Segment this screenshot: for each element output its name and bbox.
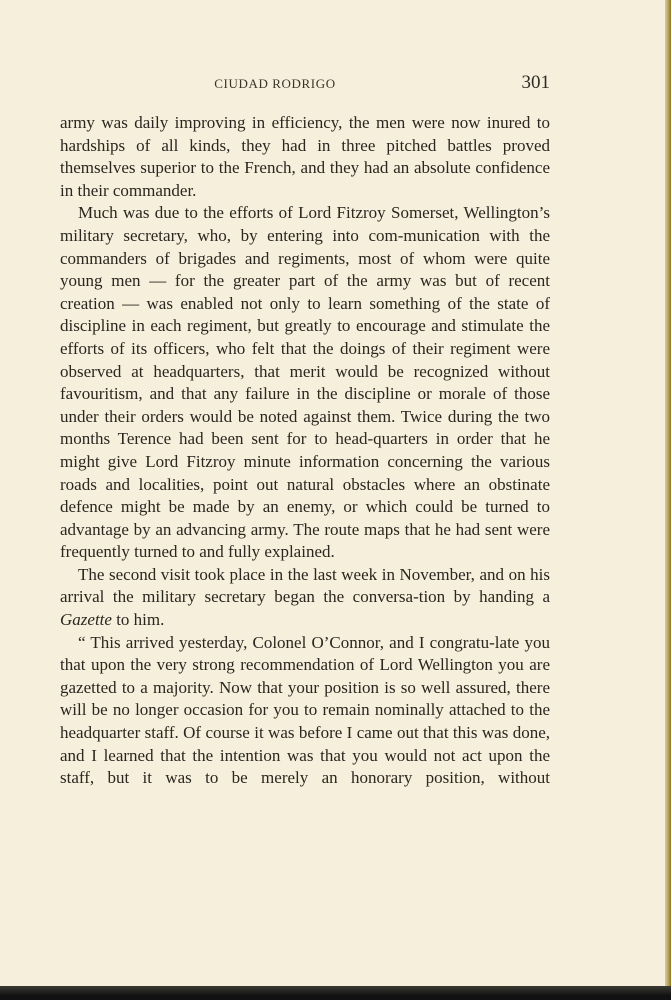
running-head: CIUDAD RODRIGO: [214, 76, 336, 91]
paragraph-4: “ This arrived yesterday, Colonel O’Connor, and I congratu-late you that upon the very strong recommendation of Lord Wellington you are gazetted to a majority. Now that your position is so well assured, there will be no longer occasion for you to remain nominally attached to the headquarter staff. Of course it was before I came out that this was done, and I learned that the intention was that you would not act upon the staff, but it was to be merely an honorary position, without: [60, 632, 550, 788]
paragraph-3-text: The second visit took place in the last week in November, and on his arrival the military secretary began the conversa-tion by handing a: [60, 564, 550, 607]
paragraph-1: army was daily improving in efficiency, the men were now inured to hardships of all kinds, they had in three pitched battles proved themselves superior to the French, and they had an absolute confidence in their commander.: [60, 113, 550, 200]
gazette-italic: Gazette: [60, 610, 112, 630]
page-number: 301: [521, 72, 550, 93]
body-text: [60, 112, 550, 790]
scan-bottom-border: [0, 986, 671, 1000]
paragraph-3: [60, 564, 550, 632]
paragraph-2: Much was due to the efforts of Lord Fitzroy Somerset, Wellington’s military secretary, who, by entering into com-munication with the commanders of brigades and regiments, most of whom were quite young men — for the greater part of the army was but of recent creation — was enabled not only to learn something of the state of discipline in each regiment, but greatly to encourage and stimulate the efforts of its officers, who felt that the doings of their regiment were observed at headquarters, that merit would be recognized without favouritism, and that any failure in the discipline or morale of those under their orders would be noted against them. Twice during the two months Terence had been sent for to head-quarters in order that he might give Lord Fitzroy minute information concerning the various roads and localities, point out natural obstacles where an obstinate defence might be made by an enemy, or which could be turned to advantage by an advancing army. The route maps that he had sent were frequently turned to and fully explained.: [60, 203, 550, 562]
paragraph-3-text-end: to him.: [111, 610, 165, 630]
page-edge-gilt: [665, 0, 671, 1000]
page-header: [60, 72, 550, 96]
